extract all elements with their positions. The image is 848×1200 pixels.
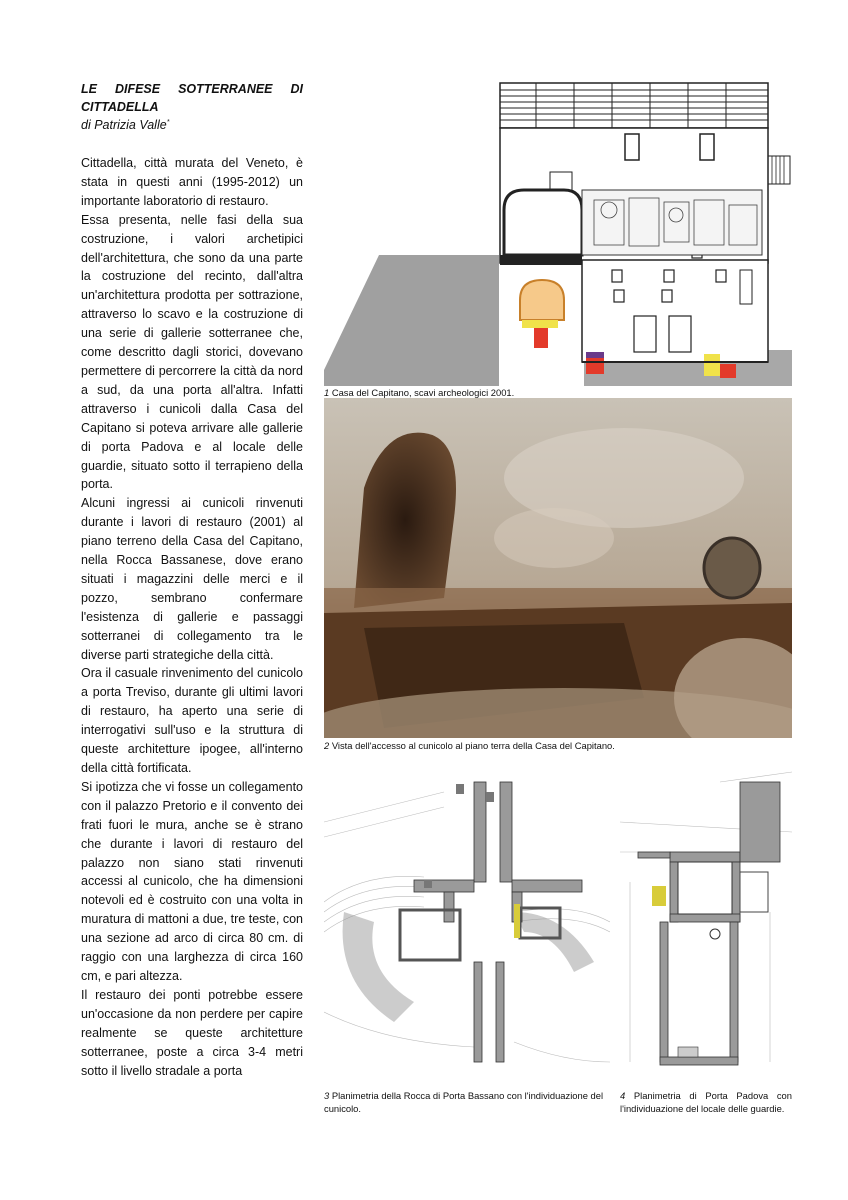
paragraph: Essa presenta, nelle fasi della sua costruzione, i valori archetipici dell'architettura, che sono da una parte la costruzione del recinto, dall'altra un'architettura prodotta per sottrazione, attraverso lo scavo e la costruzione di una serie di gallerie sotterranee che, come descritto dagli storici, dovevano permettere di percorrere la città da nord a sud, da una porta all'altra. Infatti attraverso i cunicoli dalla Casa del Capitano si poteva arrivare alle gallerie di porta Padova e al locale delle guardie, situato sotto il terrapieno della porta.: [81, 212, 303, 492]
figure-4-caption: 4 Planimetria di Porta Padova con l'individuazione del locale delle guardie.: [620, 1090, 792, 1114]
figure-4-plan-porta-padova: [620, 762, 792, 1087]
article-title: [81, 80, 303, 116]
article-author: di Patrizia Valle*: [81, 118, 170, 132]
paragraph: Ora il casuale rinvenimento del cunicolo a porta Treviso, durante gli ultimi lavori di restauro, ha aperto una serie di interrogativi sull'uso e la struttura di queste architetture ipogee, all'interno della città fortificata.: [81, 666, 303, 775]
paragraph: Il restauro dei ponti potrebbe essere un'occasione da non perdere per capire realmente se queste architetture sotterranee, poste a circa 3-4 metri sotto il livello stradale a porta: [81, 987, 303, 1078]
paragraph: Si ipotizza che vi fosse un collegamento con il palazzo Pretorio e il convento dei frati fuori le mura, anche se è strano che durante i lavori di restauro del palazzo non siano stati rinvenuti accessi al cunicolo, che ha dimensioni notevoli ed è costruito con una volta in muratura di mattoni a due, tre teste, con una sezione ad arco di circa 80 cm. di raggio con una larghezza di circa 160 cm, e pari altezza.: [81, 779, 303, 983]
paragraph: Cittadella, città murata del Veneto, è stata in questi anni (1995-2012) un importante laboratorio di restauro.: [81, 156, 303, 208]
figure-2-caption: 2 Vista dell'accesso al cunicolo al piano terra della Casa del Capitano.: [324, 740, 615, 751]
article-title-line2: CITTADELLA: [81, 100, 159, 114]
figure-2-tunnel-photo: [324, 398, 792, 738]
paragraph: Alcuni ingressi ai cunicoli rinvenuti durante i lavori di restauro (2001) al piano terreno della Casa del Capitano, nella Rocca Bassanese, dove erano situati i magazzini delle merci e il pozzo, sembrano confermare l'esistenza di gallerie e passaggi sotterranei di collegamento tra le diverse parti strategiche della città.: [81, 496, 303, 662]
figure-3-caption: 3 Planimetria della Rocca di Porta Bassano con l'individuazione del cunicolo.: [324, 1090, 604, 1114]
figure-1-section-drawing: [324, 80, 792, 386]
figure-3-plan-porta-bassano: [324, 762, 610, 1087]
article-title-line1: LE DIFESE SOTTERRANEE DI: [81, 82, 303, 96]
figure-1-caption: 1 Casa del Capitano, scavi archeologici 2001.: [324, 387, 515, 398]
article-body: [81, 154, 303, 1080]
